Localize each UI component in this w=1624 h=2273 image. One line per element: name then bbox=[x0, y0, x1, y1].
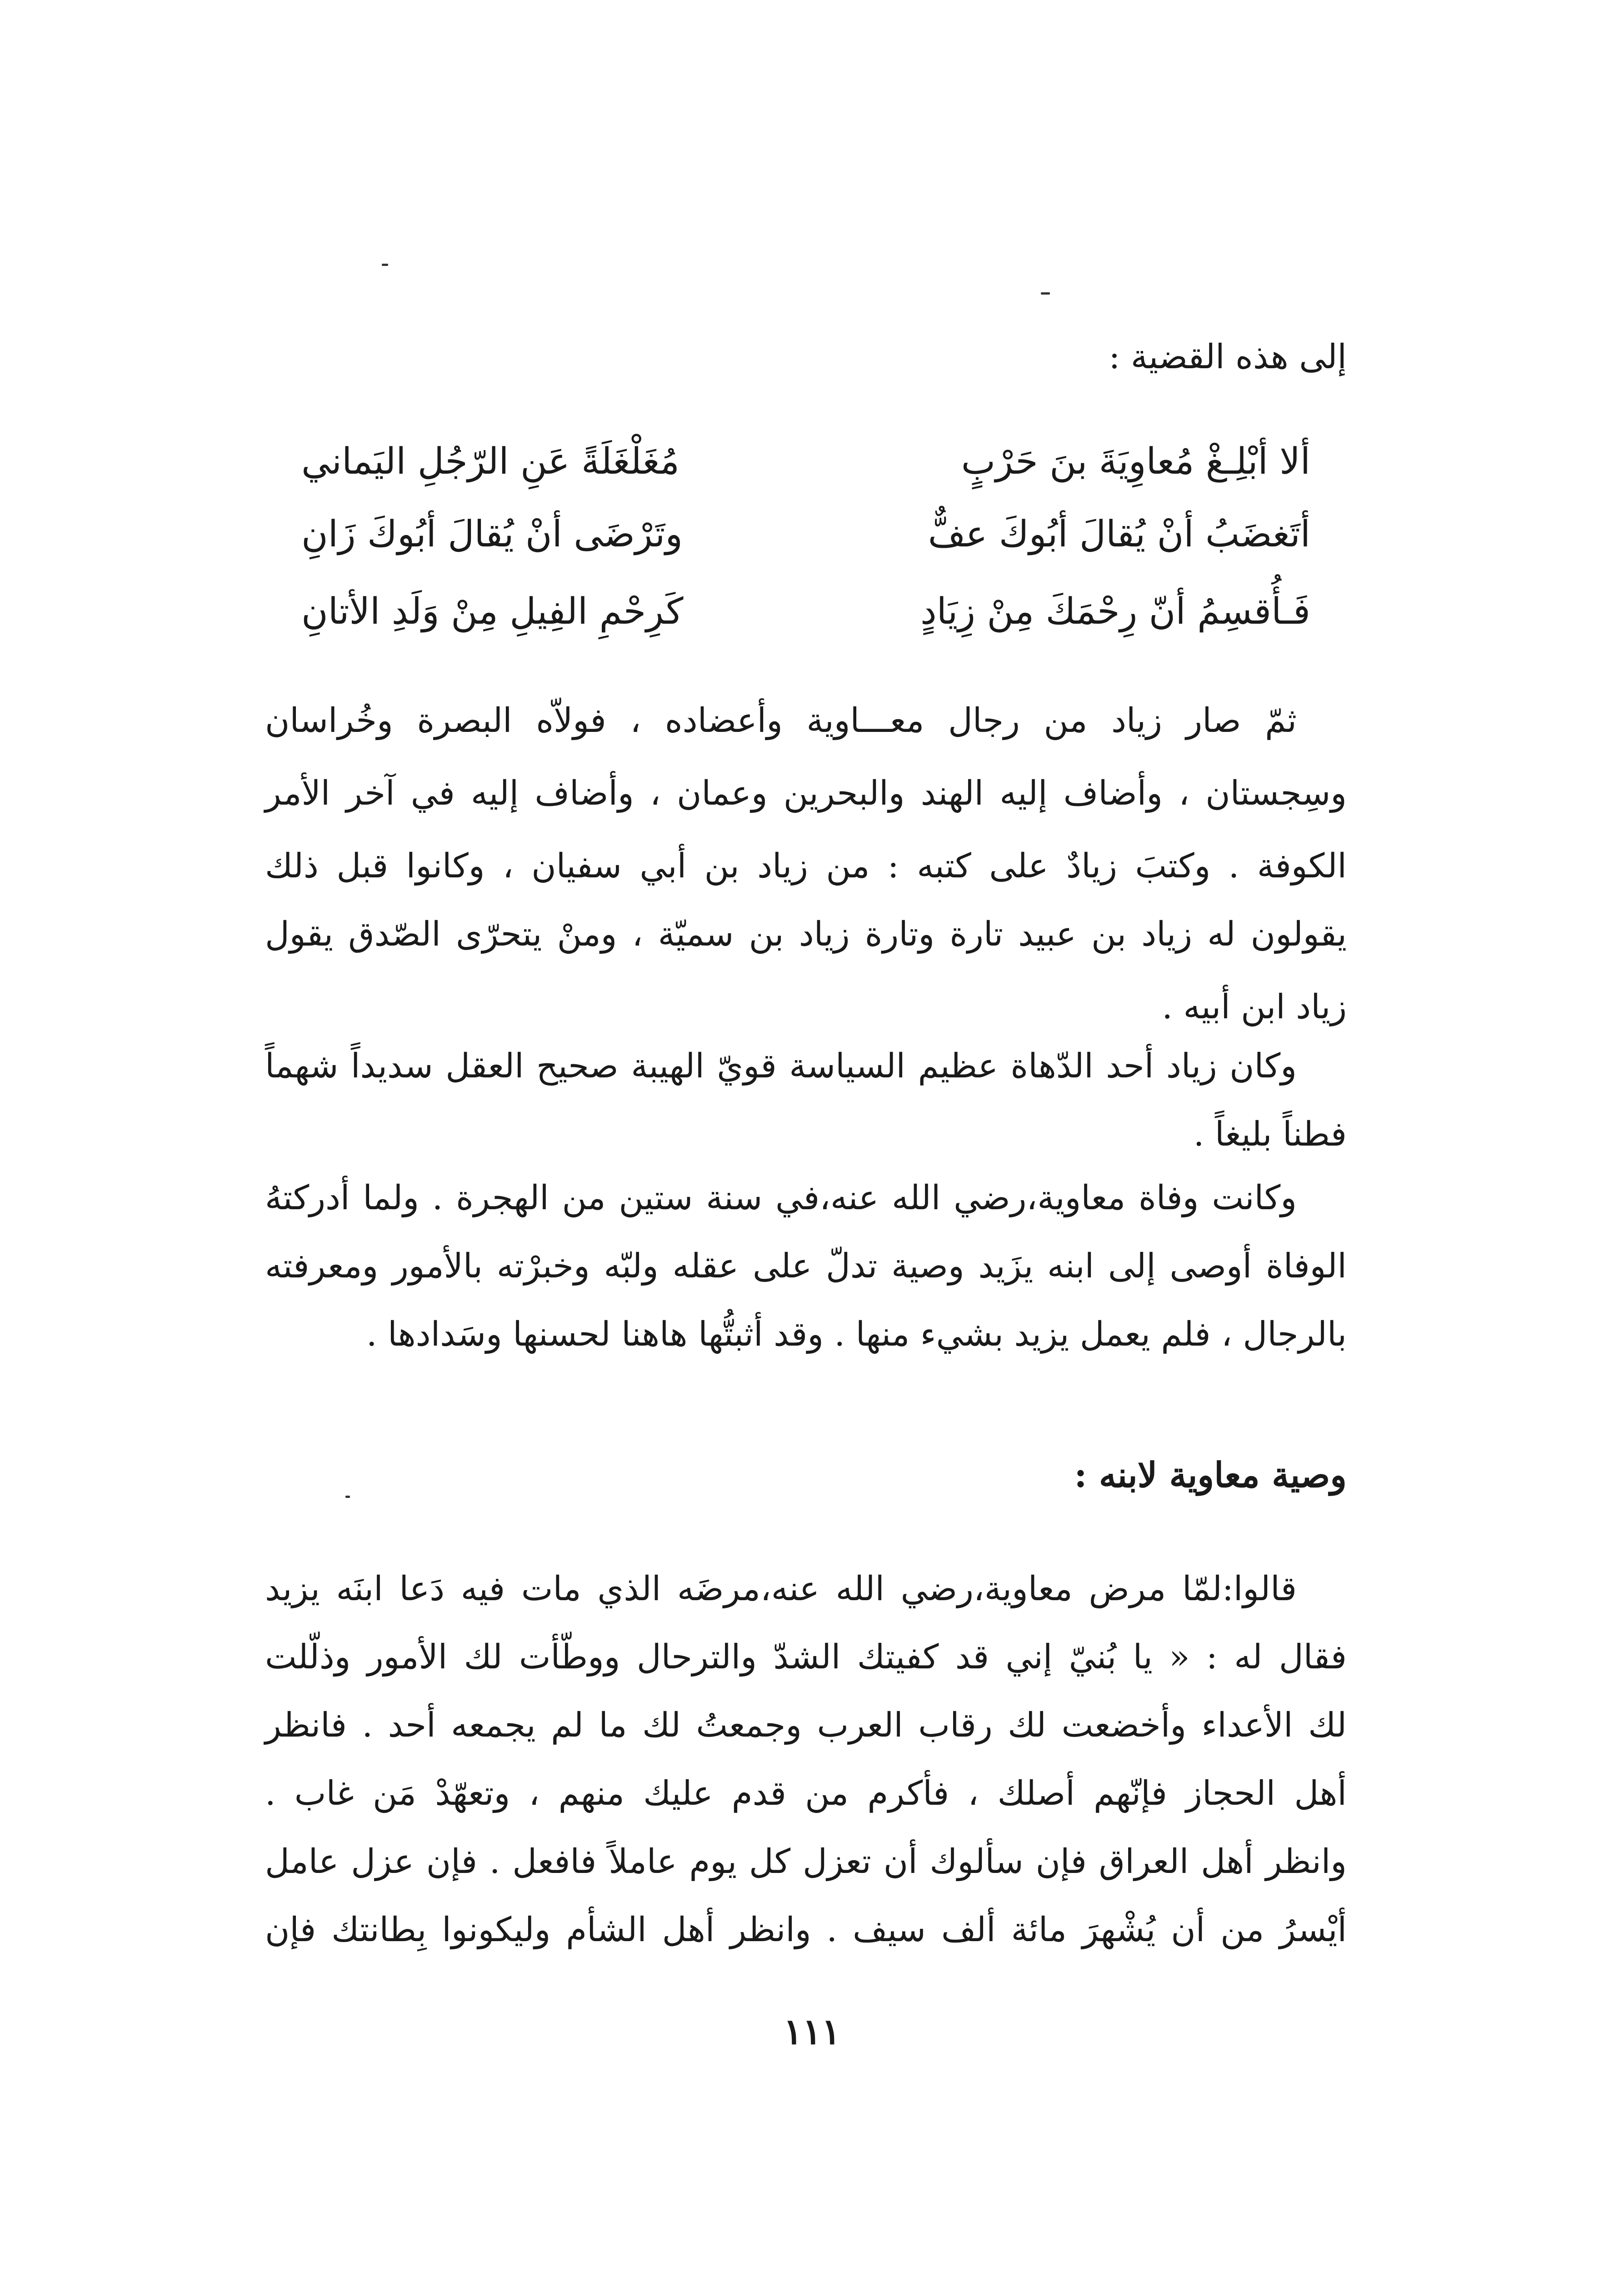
verse-second-hemistich: مُغَلْغَلَةً عَنِ الرّجُلِ اليَماني bbox=[301, 440, 680, 482]
paragraph-line: الوفاة أوصى إلى ابنه يزَيد وصية تدلّ على عقله ولبّه وخبرْته بالأمور ومعرفته bbox=[265, 1247, 1347, 1286]
paragraph-line: لك الأعداء وأخضعت لك رقاب العرب وجمعتُ لك ما لم يجمعه أحد . فانظر bbox=[265, 1706, 1347, 1745]
verse-second-hemistich: كَرِحْمِ الفِيلِ مِنْ وَلَدِ الأتانِ bbox=[301, 590, 684, 632]
paragraph-line: فقال له : « يا بُنيّ إني قد كفيتك الشدّ والترحال ووطّأت لك الأمور وذلّلت bbox=[265, 1637, 1347, 1677]
paragraph-line: الكوفة . وكتبَ زيادٌ على كتبه : من زياد بن أبي سفيان ، وكانوا قبل ذلك bbox=[265, 846, 1347, 886]
paragraph-line: يقولون له زياد بن عبيد تارة وتارة زياد بن سميّة ، ومنْ يتحرّى الصّدق يقول bbox=[265, 915, 1347, 954]
poem-verse bbox=[301, 582, 1310, 641]
paragraph-line: وانظر أهل العراق فإن سألوك أن تعزل كل يوم عاملاً فافعل . فإن عزل عامل bbox=[265, 1842, 1347, 1881]
scan-speck bbox=[345, 1496, 350, 1498]
paragraph-line: زياد ابن أبيه . bbox=[1162, 987, 1347, 1026]
paragraph-line: قالوا:لمّا مرض معاوية،رضي الله عنه،مرضَه الذي مات فيه دَعا ابنَه يزيد bbox=[265, 1569, 1297, 1608]
intro-line: إلى هذه القضية : bbox=[1109, 337, 1347, 376]
paragraph-line: أيْسرُ من أن يُشْهرَ مائة ألف سيف . وانظر أهل الشأم وليكونوا بِطانتك فإن bbox=[265, 1910, 1347, 1949]
poem-verse bbox=[301, 432, 1310, 491]
page-number: ١١١ bbox=[783, 2011, 841, 2053]
verse-first-hemistich: أتَغضَبُ أنْ يُقالَ أبُوكَ عفٌّ bbox=[928, 513, 1310, 555]
paragraph-line: بالرجال ، فلم يعمل يزيد بشيء منها . وقد أثبتُّها هاهنا لحسنها وسَدادها . bbox=[366, 1315, 1347, 1354]
paragraph-line: وكان زياد أحد الدّهاة عظيم السياسة قويّ الهيبة صحيح العقل سديداً شهماً bbox=[265, 1046, 1297, 1086]
scan-speck bbox=[382, 264, 388, 266]
paragraph-line: وكانت وفاة معاوية،رضي الله عنه،في سنة ستين من الهجرة . ولما أدركتهُ bbox=[265, 1178, 1297, 1217]
paragraph-line: وسِجستان ، وأضاف إليه الهند والبحرين وعمان ، وأضاف إليه في آخر الأمر bbox=[265, 774, 1347, 813]
verse-second-hemistich: وتَرْضَى أنْ يُقالَ أبُوكَ زَانِ bbox=[301, 513, 683, 555]
paragraph-line: أهل الحجاز فإنّهم أصلك ، فأكرم من قدم عليك منهم ، وتعهّدْ مَن غاب . bbox=[265, 1774, 1347, 1813]
verse-first-hemistich: فَـأُقسِمُ أنّ رِحْمَكَ مِنْ زِيَادٍ bbox=[920, 590, 1310, 632]
poem-verse bbox=[301, 505, 1310, 564]
section-heading: وصية معاوية لابنه : bbox=[1074, 1455, 1347, 1495]
scan-speck bbox=[1041, 292, 1050, 295]
verse-first-hemistich: ألا أبْلِـغْ مُعاوِيَةَ بنَ حَرْبٍ bbox=[961, 440, 1310, 482]
paragraph-line: ثمّ صار زياد من رجال معـــاوية وأعضاده ، فولاّه البصرة وخُراسان bbox=[265, 701, 1297, 740]
paragraph-line: فطناً بليغاً . bbox=[1193, 1115, 1347, 1154]
